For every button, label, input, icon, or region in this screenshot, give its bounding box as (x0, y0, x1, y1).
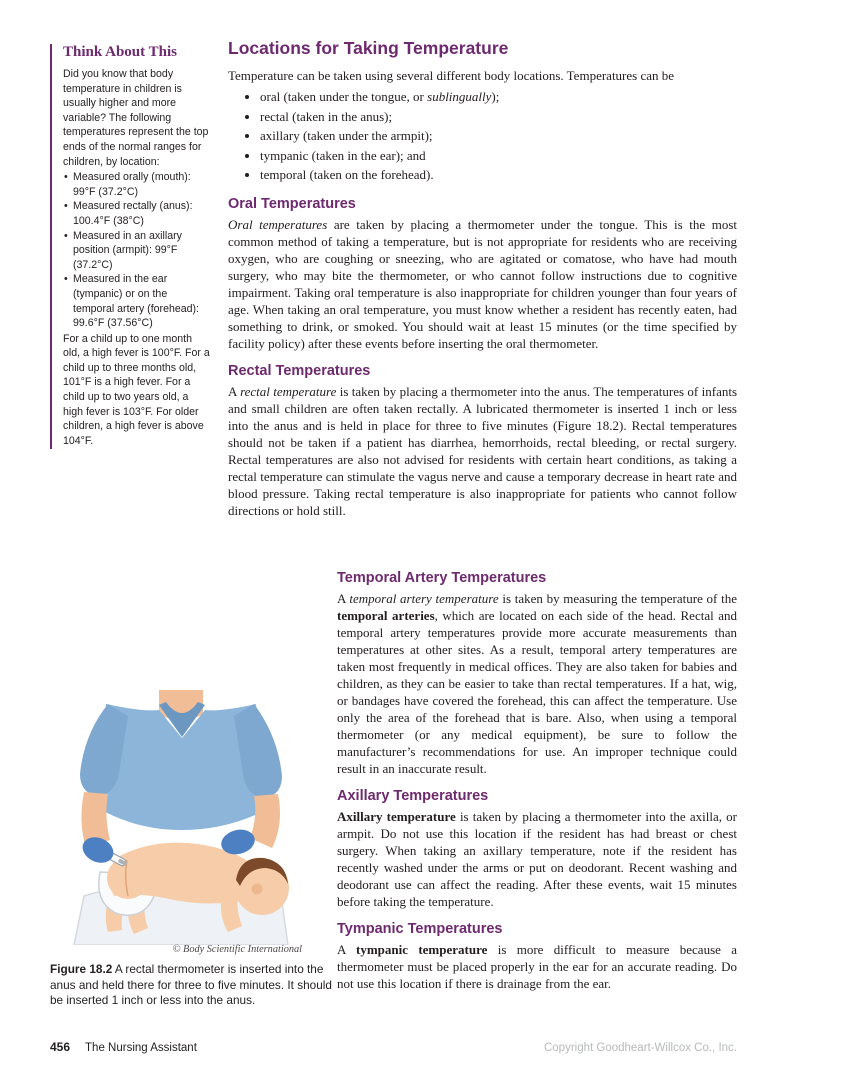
figure-label: Figure 18.2 (50, 962, 113, 976)
tympanic-paragraph: A tympanic temperature is more difficult to measure because a thermometer must be placed properly in the ear for an accurate reading. Do not use this location if there is drainage from the ear. (337, 942, 738, 991)
figure-caption (50, 962, 332, 1009)
bullet-temporal: • temporal (taken on the forehead). (260, 165, 737, 185)
rectal-thermometer-illustration-svg (56, 690, 308, 945)
sidebar-bullet-tympanic: • Measured in the ear (tympanic) or on the temporal artery (forehead): 99.6°F (37.56°C) (63, 272, 210, 330)
bullet-rectal: • rectal (taken in the anus); (260, 107, 737, 127)
bullet-oral: • oral (taken under the tongue, or sublingually); (260, 87, 737, 107)
section-heading-tympanic: Tympanic Temperatures (337, 921, 503, 937)
copyright-notice: Copyright Goodheart-Willcox Co., Inc. (543, 1042, 737, 1054)
sidebar-intro: Did you know that body temperature in children is usually higher and more variable? The following temperatures represent the top ends of the normal ranges for children, by location: (63, 68, 209, 168)
page-title: Locations for Taking Temperature (228, 38, 509, 58)
section-heading-oral: Oral Temperatures (228, 195, 356, 212)
sidebar-body (63, 67, 210, 448)
axillary-paragraph: Axillary temperature is taken by placing a thermometer into the axilla, or armpit. Do not use this location if the resident has had breast or chest surgery. When taking an axillary temperature, note if the resident has recently washed under the arms or put on deodorant. Recent washing and deodorant use can affect the reading. After these events, wait 15 minutes before taking the temperature. (337, 809, 737, 909)
figure-credit: © Body Scientific International (172, 944, 302, 955)
sidebar-bullet-oral: • Measured orally (mouth): 99°F (37.2°C) (63, 170, 210, 199)
temporal-paragraph: A temporal artery temperature is taken by measuring the temperature of the temporal arteries, which are located on each side of the head. Rectal and temporal artery temperatures provide more accurate measurements than temperatures at other sites. As a result, temporal artery temperatures are taken most frequently in medical offices. They are also taken for babies and children, as they can be easier to take than rectal temperatures. If a hat, wig, or bandages have covered the forehead, this can affect the temperature. Use only the area of the forehead that is bare. Also, when using a temporal thermometer (or any medical equipment), be sure to follow the manufacturer’s recommendations for use. An improper technique could result in an inaccurate result. (337, 591, 737, 776)
sidebar-bullet-axillary: • Measured in an axillary position (armpit): 99°F (37.2°C) (63, 229, 210, 273)
bullet-axillary: • axillary (taken under the armpit); (260, 126, 737, 146)
right-column (337, 570, 737, 992)
intro-paragraph: Temperature can be taken using several different body locations. Temperatures can be (228, 68, 675, 83)
rectal-paragraph: A rectal temperature is taken by placing a thermometer into the anus. The temperatures of infants and small children are often taken rectally. A lubricated thermometer is inserted 1 inch or less into the anus and is held in place for three to five minutes (Figure 18.2). Rectal temperatures should not be taken if a patient has diarrhea, hemorrhoids, rectal bleeding, or rectal surgery. Rectal temperatures are also not advised for residents with certain heart conditions, as taking a rectal temperature can stimulate the vagus nerve and cause a temporary decrease in heart rate and blood pressure. Taking rectal temperature is also inappropriate for patients who cannot follow directions or hold still. (228, 383, 738, 518)
figure-illustration (56, 690, 308, 945)
sidebar-bullet-list (63, 170, 210, 331)
sidebar-title: Think About This (63, 44, 177, 60)
section-heading-rectal: Rectal Temperatures (228, 362, 371, 379)
think-about-this-box (50, 44, 210, 449)
location-bullet-list (260, 87, 737, 185)
figure-caption-text: A rectal thermometer is inserted into the anus and held there for three to five minutes. It should be inserted 1 inch or less into the anus. (50, 962, 332, 1008)
main-column (228, 38, 737, 519)
section-heading-temporal: Temporal Artery Temperatures (337, 570, 547, 586)
page-footer (50, 1040, 737, 1054)
page-number: 456 (50, 1040, 71, 1054)
bullet-tympanic: • tympanic (taken in the ear); and (260, 146, 737, 166)
sidebar-outro: For a child up to one month old, a high fever is 100°F. For a child up to three months old, 101°F is a high fever. For a child up to two years old, a high fever is 103°F. For older children, a high fever is above 104°F. (63, 332, 210, 447)
section-heading-axillary: Axillary Temperatures (337, 788, 489, 804)
oral-paragraph: Oral temperatures are taken by placing a thermometer under the tongue. This is the most common method of taking a temperature, but is not appropriate for residents who are receiving oxygen, who are coughing or sneezing, who are agitated or comatose, who have had mouth surgery, who may bite the thermometer, or who cannot follow instructions due to cognitive impairment. Taking oral temperature is also inappropriate for children younger than four years of age. When taking an oral temperature, you must know whether a resident has recently eaten, had something to drink, or smoked. You should wait at least 15 minutes (or the time specified by facility policy) after these events before inserting the oral thermometer. (228, 216, 737, 351)
book-title: The Nursing Assistant (85, 1042, 197, 1054)
sidebar-bullet-rectal: • Measured rectally (anus): 100.4°F (38°C) (63, 199, 210, 228)
footer-left (50, 1040, 197, 1054)
